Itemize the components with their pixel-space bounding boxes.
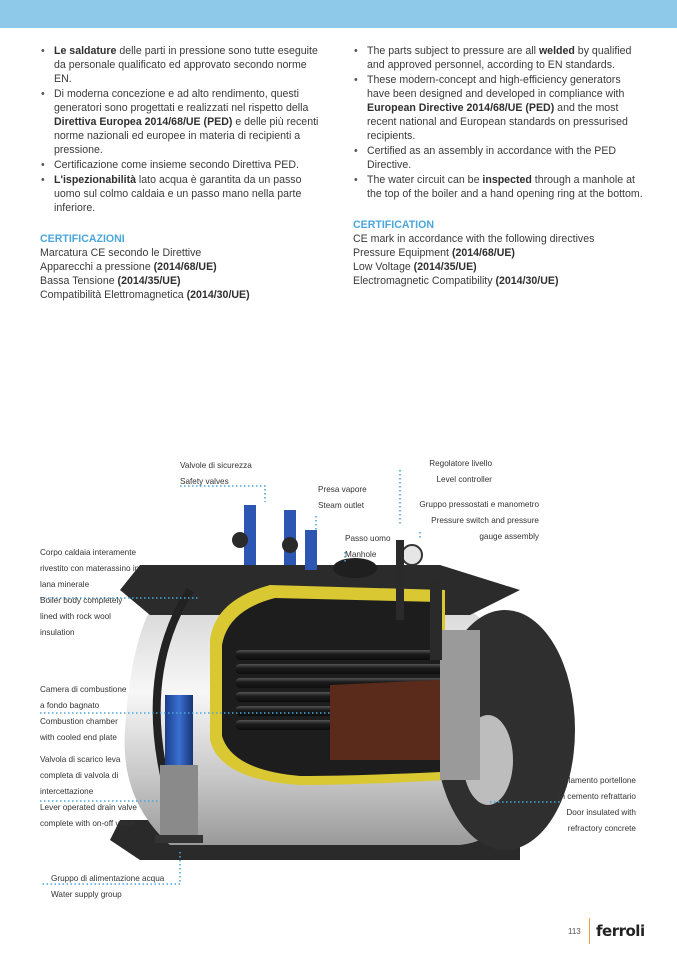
english-cert-lines (353, 232, 643, 288)
top-color-bar (0, 0, 677, 28)
footer-divider (589, 918, 590, 944)
cert-line: Electromagnetic Compatibility (2014/30/UE) (353, 275, 559, 287)
label-steam-outlet: Presa vapore Steam outlet (318, 485, 367, 510)
safety-valve-assembly (232, 505, 317, 570)
bullet-item: • Le saldature delle parti in pressione sono tutte eseguite da personale qualificato ed approvato secondo norme EN. (54, 44, 320, 86)
cert-line: CE mark in accordance with the following directives (353, 233, 595, 245)
cert-line: Compatibilità Elettromagnetica (2014/30/UE) (40, 289, 250, 301)
label-door-insulation: Isolamento portellone in cemento refrattario Door insulated with refractory concrete (557, 776, 636, 833)
label-level-controller: Regolatore livello Level controller (429, 459, 492, 484)
bullet-item: • Di moderna concezione e ad alto rendimento, questi generatori sono progettati e realizzati nel rispetto della Direttiva Europea 2014/68/UE (PED) e delle più recenti norme nazionali ed europee in materia di recipienti a pressione. (54, 87, 320, 157)
english-cert-title: CERTIFICATION (353, 219, 435, 231)
cert-line: Apparecchi a pressione (2014/68/UE) (40, 261, 217, 273)
label-boiler-body: Corpo caldaia interamente rivestito con materassino in lana minerale Boiler body completely lined with rock wool insulation (40, 548, 140, 637)
label-pressure-switch: Gruppo pressostati e manometro Pressure switch and pressure gauge assembly (419, 500, 539, 541)
bullet-item: • Certified as an assembly in accordance with the PED Directive. (367, 144, 643, 172)
pressure-gauge (402, 545, 422, 565)
gauge-column (430, 580, 442, 660)
italian-cert-title: CERTIFICAZIONI (40, 233, 125, 245)
label-water-supply: Gruppo di alimentazione acqua Water supply group (51, 874, 165, 899)
page-number: 113 (568, 927, 581, 936)
italian-cert-lines (40, 246, 320, 302)
cert-line: Marcatura CE secondo le Direttive (40, 247, 202, 259)
feed-pump (165, 695, 193, 765)
bullet-item: • The water circuit can be inspected through a manhole at the top of the boiler and a hand opening ring at the bottom. (367, 173, 643, 201)
english-column (353, 44, 643, 288)
italian-column (40, 44, 320, 302)
bullet-item: • L'ispezionabilità lato acqua è garantita da un passo uomo sul colmo caldaia e un passo mano nella parte inferiore. (54, 173, 320, 215)
pump-body (160, 765, 198, 835)
label-safety-valves: Valvole di sicurezza Safety valves (180, 461, 252, 486)
label-manhole: Passo uomo Manhole (345, 534, 391, 559)
label-drain-valve: Valvola di scarico leva completa di valvola di intercettazione Lever operated drain valve complete with on-off valve (40, 755, 137, 828)
bullet-item: • These modern-concept and high-efficiency generators have been designed and developed in compliance with European Directive 2014/68/UE (PED) and the most recent national and European standards on pressurised recipients. (367, 73, 643, 143)
cert-line: Bassa Tensione (2014/35/UE) (40, 275, 181, 287)
cert-line: Pressure Equipment (2014/68/UE) (353, 247, 515, 259)
label-combustion-chamber: Camera di combustione a fondo bagnato Combustion chamber with cooled end plate (40, 685, 127, 742)
cert-line: Low Voltage (2014/35/UE) (353, 261, 477, 273)
bullet-item: • Certificazione come insieme secondo Direttiva PED. (54, 158, 320, 172)
pump-base (155, 835, 203, 843)
italian-bullet-list (40, 44, 320, 215)
level-controller-pipe (396, 540, 404, 620)
bullet-item: • The parts subject to pressure are all welded by qualified and approved personnel, according to EN standards. (367, 44, 643, 72)
combustion-chamber (330, 680, 440, 760)
tube-end-plate (440, 630, 480, 780)
english-bullet-list (353, 44, 643, 201)
ferroli-logo: ferroli (596, 922, 645, 940)
